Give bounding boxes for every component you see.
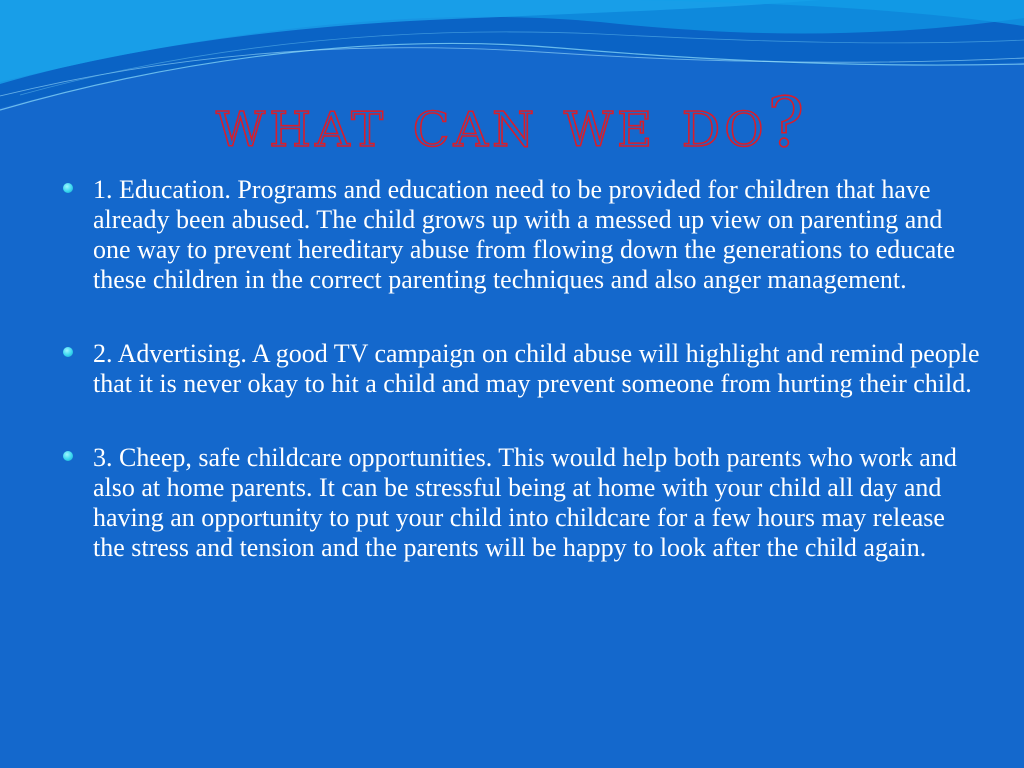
slide-title: what can we do? [215,84,809,163]
bullet-item-advertising [60,339,980,399]
bullet-text: 1. Education. Programs and education need to be provided for children that have already been abused. The child grows up with a messed up view on parenting and one way to prevent hereditary abuse from flowing down the generations to educate these children in the correct parenting techniques and also anger management. [93,175,956,294]
bullet-item-education [60,175,980,295]
bullet-text: 2. Advertising. A good TV campaign on child abuse will highlight and remind people that it is never okay to hit a child and may prevent someone from hurting their child. [93,339,980,398]
bullet-item-childcare [60,443,980,563]
bullet-text: 3. Cheep, safe childcare opportunities. This would help both parents who work and also at home parents. It can be stressful being at home with your child all day and having an opportunity to put your child into childcare for a few hours may release the stress and tension and the parents will be happy to look after the child again. [93,443,957,562]
bullet-list [60,175,980,563]
bullet-dot-icon [63,347,73,357]
bullet-dot-icon [63,183,73,193]
bullet-dot-icon [63,451,73,461]
